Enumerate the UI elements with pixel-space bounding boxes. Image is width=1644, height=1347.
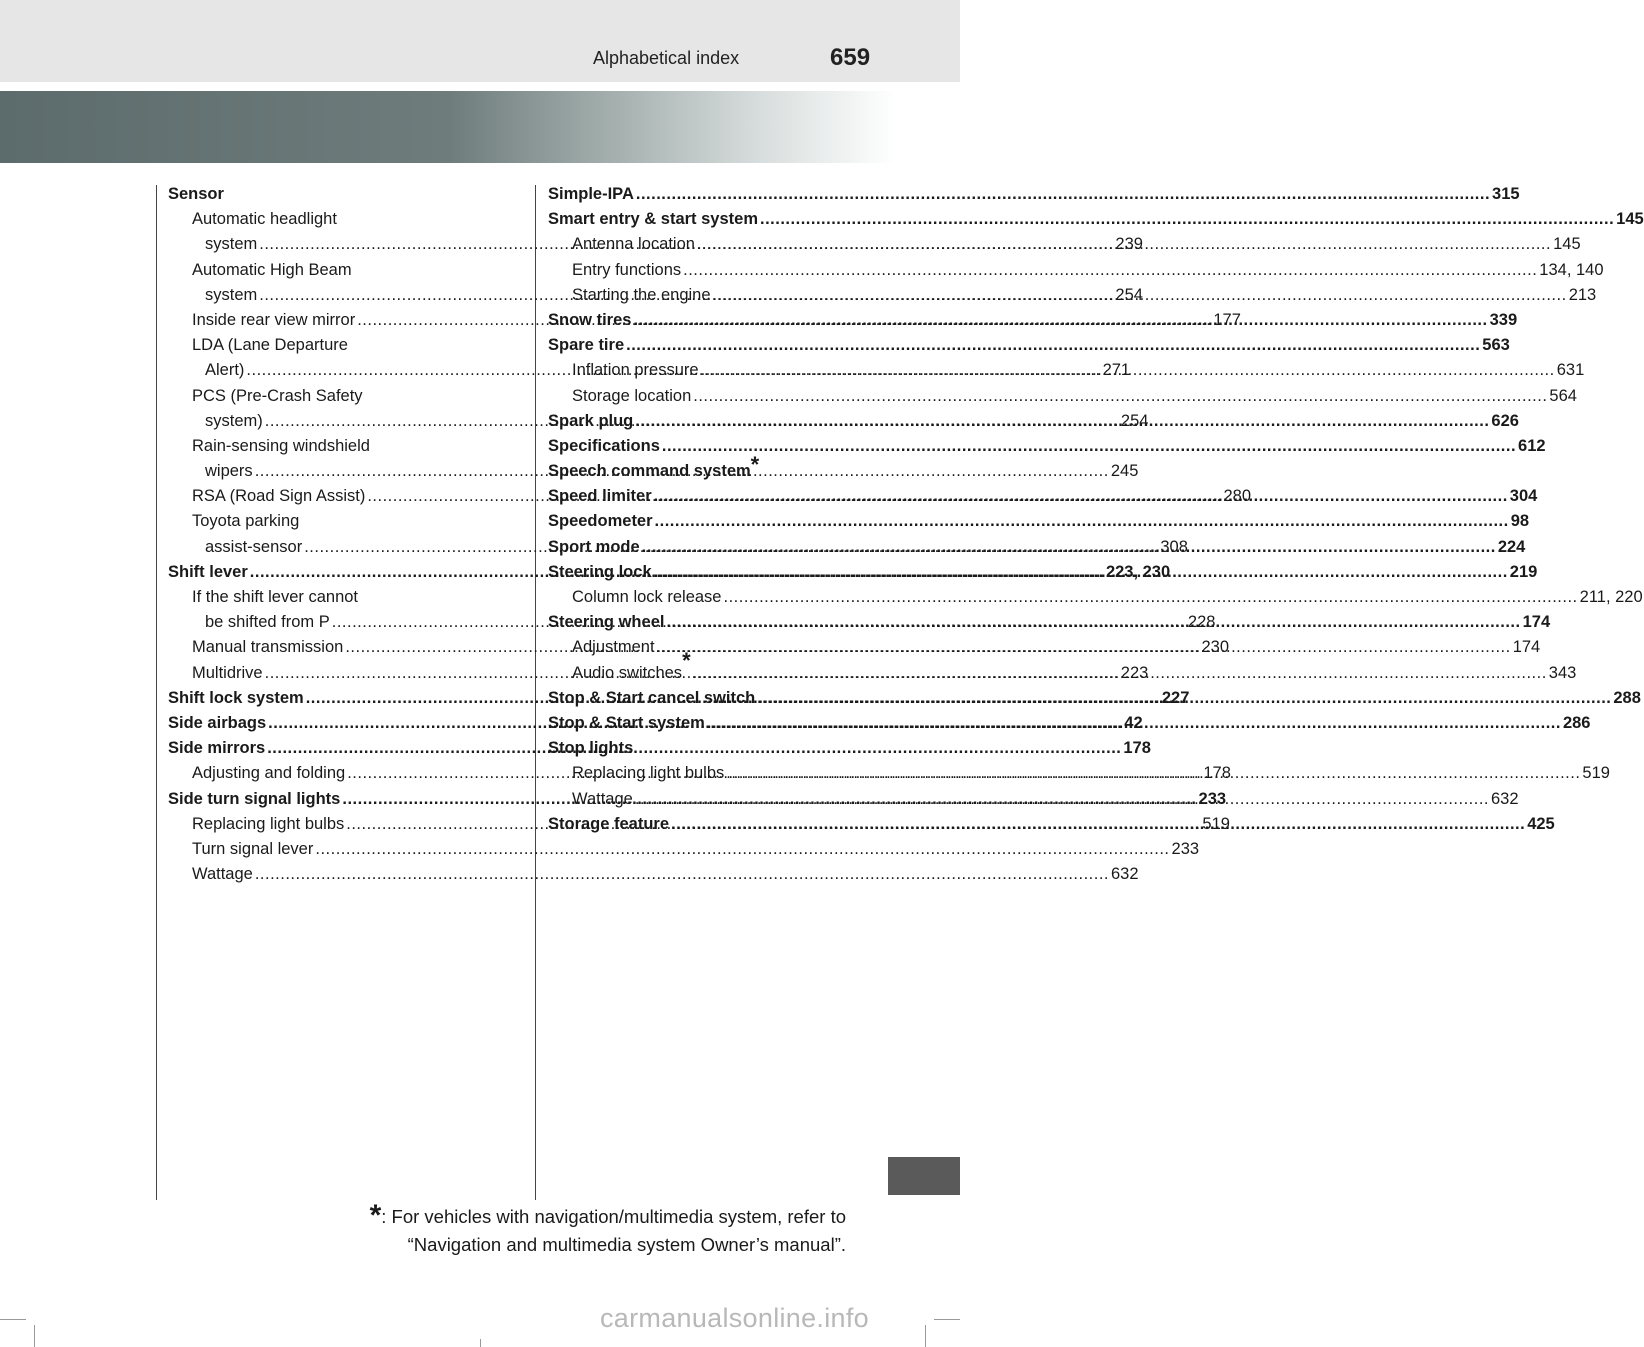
section-title: Alphabetical index <box>593 48 740 68</box>
entry-text: Audio switches <box>572 663 683 682</box>
dot-leader <box>683 258 1537 283</box>
page-reference: 223 <box>1120 663 1149 682</box>
dot-leader <box>666 610 1520 635</box>
dot-leader <box>255 862 1109 887</box>
watermark: carmanualsonline.info <box>600 1303 869 1333</box>
page-reference: 177 <box>1213 310 1241 329</box>
entry-text: Inside rear view mirror <box>192 310 356 329</box>
page-reference: 626 <box>1491 411 1519 430</box>
entry-text: LDA (Lane Departure <box>192 336 348 355</box>
left-column-rule <box>156 185 157 1200</box>
page-reference: 219 <box>1509 562 1538 581</box>
entry-text: Steering lock <box>548 562 652 581</box>
entry-text: Shift lever <box>168 562 248 581</box>
index-subentry <box>168 509 466 534</box>
page-reference: 134, 140 <box>1539 260 1604 279</box>
page-reference: 315 <box>1492 185 1520 203</box>
footnote-asterisk-mark: * <box>682 647 691 673</box>
page-reference: 233 <box>1198 789 1227 808</box>
entry-text: Inflation pressure <box>572 361 699 380</box>
page-reference: 343 <box>1548 663 1577 682</box>
entry-text: Side mirrors <box>168 739 266 758</box>
entry-text: Rain-sensing windshield <box>192 436 370 455</box>
index-entry <box>168 182 466 207</box>
entry-text: Sensor <box>168 185 224 203</box>
header-banner <box>0 91 896 163</box>
page-reference: 254 <box>1115 285 1143 304</box>
page-reference: 286 <box>1562 713 1591 732</box>
page-reference: 612 <box>1518 436 1546 455</box>
index-subentry <box>548 585 1643 610</box>
dot-leader <box>693 384 1547 409</box>
crop-mark-bottom-right-h <box>934 1319 960 1320</box>
entry-text: Adjusting and folding <box>192 764 346 783</box>
page-reference: 42 <box>1124 713 1143 732</box>
section-tab-marker <box>888 1157 960 1195</box>
dot-leader <box>701 358 1555 383</box>
entry-text: Replacing light bulbs <box>192 814 345 833</box>
dot-leader <box>662 434 1516 459</box>
dot-leader <box>723 585 1577 610</box>
entry-text: Spare tire <box>548 336 625 355</box>
index-entry <box>548 333 1510 358</box>
page-reference: 632 <box>1491 789 1519 808</box>
entry-text: Automatic High Beam <box>192 260 352 279</box>
page-reference: 271 <box>1102 361 1131 380</box>
page-reference: 174 <box>1522 613 1551 632</box>
entry-text: Replacing light bulbs <box>572 764 725 783</box>
footnote-line-1: : For vehicles with navigation/multimedia system, refer to <box>381 1206 846 1227</box>
dot-leader <box>757 686 1611 711</box>
entry-text: PCS (Pre-Crash Safety <box>192 386 363 405</box>
entry-text: Antenna location <box>572 235 695 254</box>
page-reference: 98 <box>1510 512 1530 531</box>
entry-text: Spark plug <box>548 411 634 430</box>
index-subentry <box>548 258 1604 283</box>
page-reference: 339 <box>1489 310 1518 329</box>
dot-leader <box>642 535 1496 560</box>
index-subentry <box>168 384 466 409</box>
entry-text: Turn signal lever <box>192 839 314 858</box>
entry-text: Automatic headlight <box>192 210 337 229</box>
dot-leader <box>713 283 1567 308</box>
dot-leader <box>635 787 1489 812</box>
entry-text: Stop & Start system <box>548 713 705 732</box>
entry-text: system) <box>205 411 263 430</box>
entry-text: be shifted from P <box>205 613 330 632</box>
page-reference: 245 <box>1110 462 1139 481</box>
page-reference: 254 <box>1120 411 1149 430</box>
dot-leader <box>315 837 1169 862</box>
page-reference: 425 <box>1527 814 1555 833</box>
crop-mark-bottom-right-v <box>925 1325 926 1347</box>
page-reference: 564 <box>1549 386 1577 405</box>
entry-text: Sport mode <box>548 537 640 556</box>
index-subentry <box>168 862 1139 887</box>
entry-text: wipers <box>205 462 253 481</box>
entry-text: Steering wheel <box>548 613 665 632</box>
entry-text: Alert) <box>205 361 245 380</box>
entry-text: Specifications <box>548 436 660 455</box>
index-subentry <box>168 333 466 358</box>
footnote-asterisk: * <box>369 1199 382 1232</box>
page-reference: 228 <box>1187 613 1216 632</box>
index-entry <box>548 434 1546 459</box>
index-subentry <box>548 384 1577 409</box>
entry-text: Starting the engine <box>572 285 711 304</box>
entry-text: Side airbags <box>168 713 267 732</box>
entry-text: Storage feature <box>548 814 670 833</box>
entry-text: Speed limiter <box>548 487 652 506</box>
page-reference: 304 <box>1509 487 1538 506</box>
index-entry <box>548 736 846 761</box>
footnote-line-2: “Navigation and multimedia system Owner’s manual”. <box>407 1234 846 1255</box>
dot-leader <box>654 484 1508 509</box>
page-number: 659 <box>830 44 871 71</box>
index-subentry <box>168 258 466 283</box>
dot-leader <box>654 560 1508 585</box>
footnote <box>300 1199 846 1259</box>
entry-text: Snow tires <box>548 310 632 329</box>
page-reference: 224 <box>1497 537 1526 556</box>
index-subentry <box>168 207 466 232</box>
page-reference: 178 <box>1123 739 1151 758</box>
crop-mark-bottom-center <box>480 1339 481 1347</box>
entry-text: Column lock release <box>572 588 722 606</box>
page-reference: 563 <box>1482 336 1510 355</box>
index-subentry <box>168 585 466 610</box>
entry-text: Side turn signal lights <box>168 789 341 808</box>
entry-text: Stop & Start cancel switch <box>548 688 756 707</box>
entry-text: system <box>205 235 258 254</box>
dot-leader <box>697 232 1551 257</box>
page-reference: 223, 230 <box>1105 562 1171 581</box>
page-reference: 211, 220 <box>1579 588 1643 606</box>
page-reference: 288 <box>1613 688 1641 707</box>
entry-text: RSA (Road Sign Assist) <box>192 487 366 506</box>
page-reference: 632 <box>1111 865 1139 884</box>
entry-text: system <box>205 285 258 304</box>
page-reference: 308 <box>1160 537 1188 556</box>
entry-text: Adjustment <box>572 638 655 657</box>
entry-text: assist-sensor <box>205 537 303 556</box>
index-subentry <box>168 837 1200 862</box>
header-strip <box>0 0 960 82</box>
entry-text: Multidrive <box>192 663 263 682</box>
dot-leader <box>760 207 1614 232</box>
entry-text: Speedometer <box>548 512 653 531</box>
dot-leader <box>635 409 1489 434</box>
page-reference: 227 <box>1161 688 1190 707</box>
entry-text: Toyota parking <box>192 512 300 531</box>
entry-text: Stop lights <box>548 739 634 758</box>
page-reference: 145 <box>1553 235 1581 254</box>
index-entry <box>548 182 1520 207</box>
entry-text: Simple-IPA <box>548 185 634 203</box>
dot-leader <box>636 182 1490 207</box>
crop-mark-bottom-left-h <box>0 1319 26 1320</box>
page-reference: 233 <box>1171 839 1200 858</box>
dot-leader <box>726 761 1580 786</box>
entry-text: Speech command system <box>548 462 751 481</box>
entry-text: Storage location <box>572 386 692 405</box>
dot-leader <box>657 635 1511 660</box>
dot-leader <box>671 812 1525 837</box>
page-reference: 519 <box>1202 814 1230 833</box>
page-reference: 280 <box>1223 487 1252 506</box>
dot-leader <box>655 509 1509 534</box>
index-entry <box>548 452 846 484</box>
page-reference: 145 <box>1616 210 1644 229</box>
page-reference: 519 <box>1582 764 1610 783</box>
page-reference: 213 <box>1568 285 1597 304</box>
entry-text: Manual transmission <box>192 638 344 657</box>
dot-leader <box>633 308 1487 333</box>
page-reference: 230 <box>1201 638 1229 657</box>
entry-text: Wattage <box>572 789 633 808</box>
entry-text: If the shift lever cannot <box>192 588 359 606</box>
dot-leader <box>626 333 1480 358</box>
page-reference: 178 <box>1203 764 1231 783</box>
dot-leader <box>707 711 1561 736</box>
entry-text: Shift lock system <box>168 688 304 707</box>
page-reference: 239 <box>1115 235 1143 254</box>
crop-mark-bottom-left-v <box>34 1325 35 1347</box>
entry-text: Smart entry & start system <box>548 210 759 229</box>
index-entry <box>548 509 1530 534</box>
dot-leader <box>693 661 1547 686</box>
entry-text: Entry functions <box>572 260 682 279</box>
index-entry <box>548 207 1644 232</box>
index-subentry <box>168 434 466 459</box>
footnote-asterisk-mark: * <box>750 452 760 478</box>
page-reference: 174 <box>1512 638 1541 657</box>
entry-text: Wattage <box>192 865 253 884</box>
page-reference: 631 <box>1556 361 1585 380</box>
